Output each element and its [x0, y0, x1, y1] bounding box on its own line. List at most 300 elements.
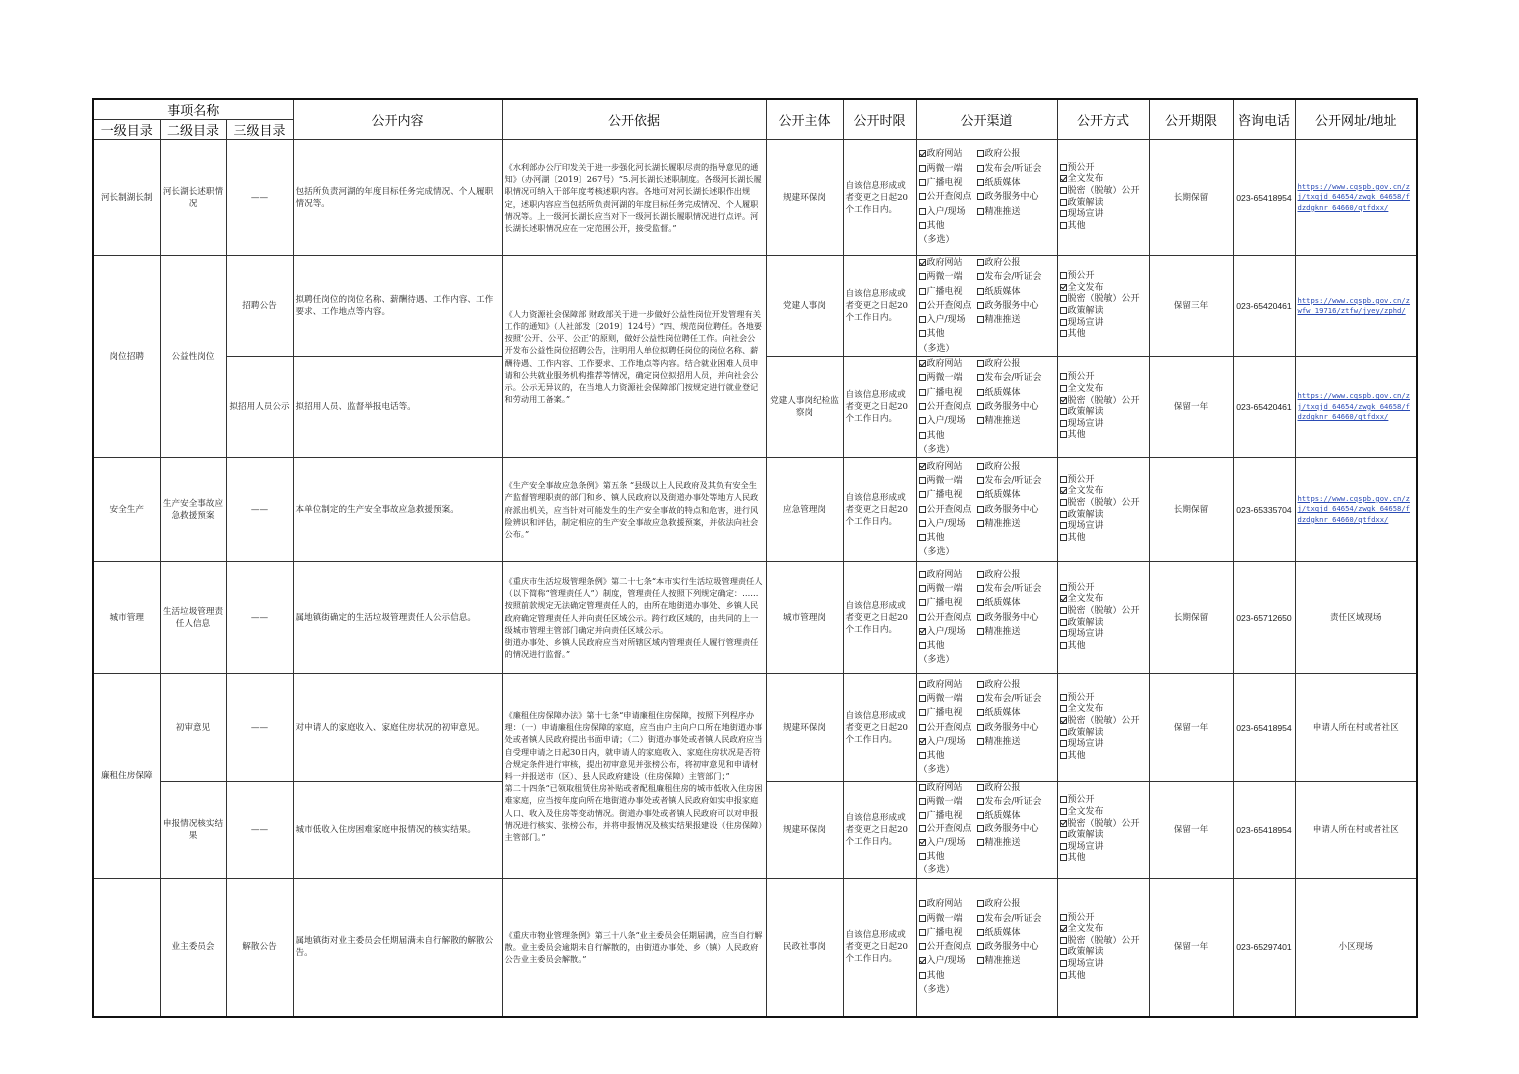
checkbox-desensitized: [1060, 820, 1067, 827]
subject-cell: 应急管理岗: [766, 458, 843, 562]
checkbox-label: 精准推送: [984, 736, 1021, 747]
checkbox-preview: [1060, 914, 1067, 921]
checkbox-gov_board: [977, 259, 984, 266]
checkbox-service_center: [977, 193, 984, 200]
checkbox-label: 精准推送: [984, 626, 1021, 637]
table-row: [93, 140, 1417, 256]
level3-cell: ——: [226, 782, 293, 879]
checkbox-label: 精准推送: [984, 837, 1021, 848]
checkbox-service_center: [977, 724, 984, 731]
checkbox-label: 入户/现场: [926, 626, 966, 637]
checkbox-preview: [1060, 584, 1067, 591]
channel-cell: [916, 879, 1057, 1017]
checkbox-label: 预公开: [1067, 582, 1095, 593]
period-cell: 长期保留: [1149, 140, 1233, 256]
checkbox-label: 纸质媒体: [984, 490, 1021, 501]
level2-cell: 初审意见: [160, 674, 226, 782]
header-method: 公开方式: [1057, 99, 1149, 140]
checkbox-label: 发布会/听证会: [984, 373, 1042, 384]
checkbox-press: [977, 273, 984, 280]
checkbox-label: 预公开: [1067, 795, 1095, 806]
checkbox-label: 现场宣讲: [1067, 958, 1104, 969]
phone-cell: 023-65297401: [1233, 879, 1295, 1017]
level1-cell: 河长制湖长制: [93, 140, 160, 256]
checkbox-label: 预公开: [1067, 692, 1095, 703]
checkbox-label: 两微一端: [926, 373, 963, 384]
basis-cell: 《水利部办公厅印发关于进一步强化河长湖长履职尽责的指导意见的通知》（办河湖〔2019〕267号）“5.河长湖长述职制度。各级河长湖长履职情况可纳入干部年度考核述职内容。各地可对河长湖长述职作出规定，述职内容应当包括所负责河湖的年度目标任务完成情况、个人履职情况等。上一级河长湖长应当对下一级河长湖长履职情况进行点评。河长湖长述职情况应在一定范围公开，接受监督。”: [502, 140, 766, 256]
content-cell: 拟招用人员、监督举报电话等。: [293, 357, 502, 458]
channel-cell: [916, 458, 1057, 562]
checkbox-label: 公开查阅点: [926, 612, 972, 623]
checkbox-label: 其他: [926, 220, 945, 231]
checkbox-label: 其他: [1067, 430, 1086, 441]
checkbox-label: 政府公报: [984, 679, 1021, 690]
time-limit-cell: 自该信息形成或者变更之日起20个工作日内。: [843, 458, 916, 562]
url-link[interactable]: https://www.cqspb.gov.cn/zj/txqjd_64654/zwgk_64658/fdzdgknr_64660/qtfdxx/: [1295, 140, 1417, 256]
checkbox-label: 政务服务中心: [984, 300, 1039, 311]
checkbox-label: 其他: [1067, 329, 1086, 340]
checkbox-onsite: [919, 316, 926, 323]
phone-cell: 023-65420461: [1233, 256, 1295, 357]
checkbox-gov_board: [977, 681, 984, 688]
checkbox-label: 纸质媒体: [984, 178, 1021, 189]
checkbox-preview: [1060, 694, 1067, 701]
checkbox-gov_board: [977, 571, 984, 578]
checkbox-gov_site: [919, 900, 926, 907]
checkbox-broadcast: [919, 491, 926, 498]
level3-cell: 解散公告: [226, 879, 293, 1017]
checkbox-gov_site: [919, 463, 926, 470]
checkbox-label: 政策解读: [1067, 947, 1104, 958]
checkbox-precise: [977, 628, 984, 635]
level1-cell: 安全生产: [93, 458, 160, 562]
checkbox-label: 现场宣讲: [1067, 418, 1104, 429]
checkbox-label: 政府网站: [926, 149, 963, 160]
checkbox-interpret: [1060, 619, 1067, 626]
checkbox-preview: [1060, 373, 1067, 380]
checkbox-gov_site: [919, 784, 926, 791]
checkbox-gov_board: [977, 360, 984, 367]
checkbox-label: 两微一端: [926, 796, 963, 807]
checkbox-label: 纸质媒体: [984, 387, 1021, 398]
checkbox-onsite: [919, 628, 926, 635]
basis-cell: 《生产安全事故应急条例》第五条 “县级以上人民政府及其负有安全生产监督管理职责的部门和乡、镇人民政府以及街道办事处等地方人民政府派出机关，应当针对可能发生的生产安全事故的特点和危害，进行风险辨识和评估，制定相应的生产安全事故应急救援预案，并依法向社会公布。”: [502, 458, 766, 562]
checkbox-press: [977, 695, 984, 702]
checkbox-onsite: [1060, 740, 1067, 747]
checkbox-label: 政府网站: [926, 461, 963, 472]
checkbox-precise: [977, 316, 984, 323]
checkbox-onsite: [1060, 960, 1067, 967]
checkbox-two_one: [919, 273, 926, 280]
content-cell: 城市低收入住房困难家庭申报情况的核实结果。: [293, 782, 502, 879]
checkbox-label: 其他: [1067, 532, 1086, 543]
checkbox-precise: [977, 520, 984, 527]
checkbox-full: [1060, 925, 1067, 932]
level3-cell: ——: [226, 140, 293, 256]
checkbox-onsite: [919, 208, 926, 215]
checkbox-label: 其他: [926, 851, 945, 862]
checkbox-public_spot: [919, 825, 926, 832]
content-cell: 对申请人的家庭收入、家庭住房状况的初审意见。: [293, 674, 502, 782]
checkbox-label: 现场宣讲: [1067, 317, 1104, 328]
checkbox-paper: [977, 599, 984, 606]
checkbox-label: 政策解读: [1067, 197, 1104, 208]
checkbox-two_one: [919, 165, 926, 172]
checkbox-label: 政务服务中心: [984, 401, 1039, 412]
header-level2: 二级目录: [160, 120, 226, 140]
checkbox-onsite: [919, 957, 926, 964]
level1-cell: 廉租住房保障: [93, 674, 160, 879]
checkbox-label: 政府网站: [926, 783, 963, 794]
checkbox-two_one: [919, 585, 926, 592]
checkbox-label: 政务服务中心: [984, 722, 1039, 733]
checkbox-other: [919, 330, 926, 337]
checkbox-label: 政策解读: [1067, 617, 1104, 628]
checkbox-label: 其他: [1067, 750, 1086, 761]
checkbox-other: [919, 642, 926, 649]
checkbox-label: 政务服务中心: [984, 192, 1039, 203]
checkbox-other: [1060, 854, 1067, 861]
checkbox-label: 其他: [926, 751, 945, 762]
checkbox-label: 脱密（脱敏）公开: [1067, 606, 1140, 617]
level3-cell: ——: [226, 674, 293, 782]
checkbox-other: [919, 222, 926, 229]
checkbox-service_center: [977, 614, 984, 621]
checkbox-label: 脱密（脱敏）公开: [1067, 294, 1140, 305]
checkbox-gov_board: [977, 900, 984, 907]
checkbox-public_spot: [919, 193, 926, 200]
period-cell: 保留一年: [1149, 879, 1233, 1017]
level2-cell: 河长湖长述职情况: [160, 140, 226, 256]
checkbox-label: 纸质媒体: [984, 286, 1021, 297]
header-time-limit: 公开时限: [843, 99, 916, 140]
checkbox-paper: [977, 491, 984, 498]
checkbox-label: 入户/现场: [926, 416, 966, 427]
checkbox-label: 预公开: [1067, 474, 1095, 485]
multi-select-note: （多选）: [918, 343, 955, 354]
table-row: [93, 674, 1417, 782]
checkbox-label: 全文发布: [1067, 282, 1104, 293]
checkbox-interpret: [1060, 511, 1067, 518]
method-cell: [1057, 357, 1149, 458]
checkbox-full: [1060, 284, 1067, 291]
checkbox-label: 两微一端: [926, 693, 963, 704]
time-limit-cell: 自该信息形成或者变更之日起20个工作日内。: [843, 562, 916, 674]
address-cell: 申请人所在村或者社区: [1295, 782, 1417, 879]
period-cell: 长期保留: [1149, 458, 1233, 562]
time-limit-cell: 自该信息形成或者变更之日起20个工作日内。: [843, 357, 916, 458]
checkbox-other: [1060, 752, 1067, 759]
checkbox-label: 政府公报: [984, 783, 1021, 794]
checkbox-label: 预公开: [1067, 271, 1095, 282]
content-cell: 拟聘任岗位的岗位名称、薪酬待遇、工作内容、工作要求、工作地点等内容。: [293, 256, 502, 357]
checkbox-label: 广播电视: [926, 810, 963, 821]
checkbox-label: 政府公报: [984, 569, 1021, 580]
checkbox-full: [1060, 705, 1067, 712]
checkbox-label: 政府网站: [926, 899, 963, 910]
subject-cell: 民政社事岗: [766, 879, 843, 1017]
url-link[interactable]: https://www.cqspb.gov.cn/zwfw_19716/ztfw/jyey/zphd/: [1295, 256, 1417, 357]
checkbox-other: [919, 432, 926, 439]
checkbox-onsite: [1060, 420, 1067, 427]
channel-cell: [916, 674, 1057, 782]
phone-cell: 023-65712650: [1233, 562, 1295, 674]
checkbox-preview: [1060, 476, 1067, 483]
checkbox-label: 公开查阅点: [926, 504, 972, 515]
content-cell: 包括所负责河湖的年度目标任务完成情况、个人履职情况等。: [293, 140, 502, 256]
checkbox-public_spot: [919, 403, 926, 410]
channel-cell: [916, 782, 1057, 879]
checkbox-onsite: [919, 738, 926, 745]
checkbox-label: 其他: [926, 329, 945, 340]
checkbox-label: 脱密（脱敏）公开: [1067, 395, 1140, 406]
checkbox-desensitized: [1060, 397, 1067, 404]
checkbox-desensitized: [1060, 607, 1067, 614]
checkbox-interpret: [1060, 729, 1067, 736]
checkbox-preview: [1060, 796, 1067, 803]
checkbox-label: 政策解读: [1067, 727, 1104, 738]
period-cell: 保留一年: [1149, 357, 1233, 458]
checkbox-label: 现场宣讲: [1067, 841, 1104, 852]
checkbox-broadcast: [919, 179, 926, 186]
checkbox-full: [1060, 808, 1067, 815]
multi-select-note: （多选）: [918, 765, 955, 776]
checkbox-label: 政务服务中心: [984, 504, 1039, 515]
checkbox-gov_board: [977, 150, 984, 157]
checkbox-desensitized: [1060, 295, 1067, 302]
checkbox-label: 其他: [926, 970, 945, 981]
period-cell: 保留三年: [1149, 256, 1233, 357]
multi-select-note: （多选）: [918, 655, 955, 666]
checkbox-label: 政务服务中心: [984, 824, 1039, 835]
checkbox-paper: [977, 812, 984, 819]
checkbox-gov_site: [919, 259, 926, 266]
checkbox-full: [1060, 487, 1067, 494]
basis-cell: 《廉租住房保障办法》第十七条“申请廉租住房保障，按照下列程序办理：（一）申请廉租住房保障的家庭，应当由户主向户口所在地街道办事处或者镇人民政府提出书面申请；（二）街道办事处或者镇人民政府应当自受理申请之日起30日内，就申请人的家庭收入、家庭住房状况是否符合规定条件进行审核，提出初审意见并张榜公布，将初审意见和申请材料一并报送市（区）、县人民政府建设（住房保障）主管部门；” 第二十四条“已领取租赁住房补贴或者配租廉租住房的城市低收入住房困难家庭，应当按年度向所在地街道办事处或者镇人民政府如实申报家庭人口、收入及住房等变动情况。街道办事处或者镇人民政府可以对申报情况进行核实、张榜公布，并将申报情况及核实结果报建设（住房保障）主管部门。”: [502, 674, 766, 879]
checkbox-label: 全文发布: [1067, 486, 1104, 497]
table-row: [93, 562, 1417, 674]
checkbox-label: 精准推送: [984, 416, 1021, 427]
checkbox-preview: [1060, 164, 1067, 171]
checkbox-label: 发布会/听证会: [984, 583, 1042, 594]
checkbox-label: 广播电视: [926, 927, 963, 938]
checkbox-public_spot: [919, 724, 926, 731]
checkbox-full: [1060, 175, 1067, 182]
checkbox-service_center: [977, 506, 984, 513]
checkbox-label: 入户/现场: [926, 956, 966, 967]
channel-cell: [916, 562, 1057, 674]
checkbox-label: 公开查阅点: [926, 824, 972, 835]
checkbox-label: 预公开: [1067, 372, 1095, 383]
checkbox-label: 全文发布: [1067, 383, 1104, 394]
checkbox-interpret: [1060, 408, 1067, 415]
checkbox-onsite: [919, 520, 926, 527]
url-link[interactable]: https://www.cqspb.gov.cn/zj/txqjd_64654/zwgk_64658/fdzdgknr_64660/qtfdxx/: [1295, 458, 1417, 562]
checkbox-press: [977, 798, 984, 805]
checkbox-label: 入户/现场: [926, 736, 966, 747]
time-limit-cell: 自该信息形成或者变更之日起20个工作日内。: [843, 879, 916, 1017]
checkbox-label: 预公开: [1067, 162, 1095, 173]
checkbox-service_center: [977, 943, 984, 950]
checkbox-label: 公开查阅点: [926, 942, 972, 953]
checkbox-label: 两微一端: [926, 475, 963, 486]
checkbox-label: 政务服务中心: [984, 942, 1039, 953]
level3-cell: 拟招用人员公示: [226, 357, 293, 458]
checkbox-label: 政府网站: [926, 679, 963, 690]
checkbox-full: [1060, 595, 1067, 602]
channel-cell: [916, 256, 1057, 357]
time-limit-cell: 自该信息形成或者变更之日起20个工作日内。: [843, 140, 916, 256]
checkbox-public_spot: [919, 506, 926, 513]
time-limit-cell: 自该信息形成或者变更之日起20个工作日内。: [843, 674, 916, 782]
header-period: 公开期限: [1149, 99, 1233, 140]
checkbox-onsite: [1060, 522, 1067, 529]
checkbox-other: [1060, 642, 1067, 649]
checkbox-label: 其他: [1067, 220, 1086, 231]
header-channel: 公开渠道: [916, 99, 1057, 140]
checkbox-two_one: [919, 695, 926, 702]
header-level1: 一级目录: [93, 120, 160, 140]
checkbox-broadcast: [919, 812, 926, 819]
checkbox-label: 现场宣讲: [1067, 739, 1104, 750]
checkbox-label: 脱密（脱敏）公开: [1067, 185, 1140, 196]
checkbox-other: [1060, 330, 1067, 337]
checkbox-label: 全文发布: [1067, 174, 1104, 185]
subject-cell: 规建环保岗: [766, 782, 843, 879]
header-phone: 咨询电话: [1233, 99, 1295, 140]
url-link[interactable]: https://www.cqspb.gov.cn/zj/txqjd_64654/zwgk_64658/fdzdgknr_64660/qtfdxx/: [1295, 357, 1417, 458]
checkbox-label: 入户/现场: [926, 206, 966, 217]
checkbox-label: 脱密（脱敏）公开: [1067, 498, 1140, 509]
checkbox-label: 现场宣讲: [1067, 521, 1104, 532]
checkbox-precise: [977, 208, 984, 215]
level1-cell: 城市管理: [93, 562, 160, 674]
checkbox-interpret: [1060, 831, 1067, 838]
method-cell: [1057, 782, 1149, 879]
checkbox-paper: [977, 389, 984, 396]
checkbox-other: [1060, 534, 1067, 541]
checkbox-label: 其他: [1067, 640, 1086, 651]
address-cell: 责任区域现场: [1295, 562, 1417, 674]
checkbox-press: [977, 585, 984, 592]
checkbox-paper: [977, 179, 984, 186]
checkbox-full: [1060, 385, 1067, 392]
checkbox-label: 政府公报: [984, 359, 1021, 370]
checkbox-precise: [977, 957, 984, 964]
checkbox-broadcast: [919, 288, 926, 295]
multi-select-note: （多选）: [918, 985, 955, 996]
checkbox-label: 政策解读: [1067, 830, 1104, 841]
table-row: [93, 458, 1417, 562]
multi-select-note: （多选）: [918, 547, 955, 558]
checkbox-label: 纸质媒体: [984, 708, 1021, 719]
checkbox-label: 预公开: [1067, 912, 1095, 923]
header-subject: 公开主体: [766, 99, 843, 140]
checkbox-two_one: [919, 477, 926, 484]
checkbox-label: 入户/现场: [926, 837, 966, 848]
checkbox-preview: [1060, 272, 1067, 279]
level2-cell: 业主委员会: [160, 879, 226, 1017]
checkbox-label: 全文发布: [1067, 594, 1104, 605]
checkbox-other: [919, 972, 926, 979]
checkbox-paper: [977, 288, 984, 295]
disclosure-table: [92, 98, 1418, 1018]
checkbox-label: 公开查阅点: [926, 192, 972, 203]
checkbox-broadcast: [919, 709, 926, 716]
table-row: [93, 879, 1417, 1017]
checkbox-press: [977, 165, 984, 172]
checkbox-label: 全文发布: [1067, 924, 1104, 935]
checkbox-label: 政府公报: [984, 149, 1021, 160]
checkbox-precise: [977, 417, 984, 424]
level2-cell: 公益性岗位: [160, 256, 226, 458]
checkbox-label: 发布会/听证会: [984, 163, 1042, 174]
checkbox-label: 广播电视: [926, 490, 963, 501]
basis-cell: 《人力资源社会保障部 财政部关于进一步做好公益性岗位开发管理有关工作的通知》（人社部发〔2019〕124号）“四、规范岗位聘任。各地要按照‘公开、公平、公正’的原则，做好公益性岗位聘任工作。向社会公开发布公益性岗位招聘公告，注明用人单位拟聘任岗位的岗位名称、薪酬待遇、工作内容、工作要求、工作地点等内容。结合就业困难人员申请和公共就业服务机构推荐等情况，确定岗位拟招用人员，并向社会公示。公示无异议的，在当地人力资源社会保障部门按规定进行就业登记和劳动用工备案。”: [502, 256, 766, 458]
method-cell: [1057, 674, 1149, 782]
checkbox-label: 脱密（脱敏）公开: [1067, 818, 1140, 829]
checkbox-label: 发布会/听证会: [984, 796, 1042, 807]
channel-cell: [916, 357, 1057, 458]
checkbox-label: 发布会/听证会: [984, 272, 1042, 283]
checkbox-label: 两微一端: [926, 583, 963, 594]
phone-cell: 023-65420461: [1233, 357, 1295, 458]
level1-cell: [93, 879, 160, 1017]
checkbox-label: 政策解读: [1067, 407, 1104, 418]
subject-cell: 城市管理岗: [766, 562, 843, 674]
checkbox-other: [1060, 972, 1067, 979]
checkbox-label: 纸质媒体: [984, 598, 1021, 609]
checkbox-broadcast: [919, 929, 926, 936]
checkbox-gov_site: [919, 681, 926, 688]
basis-cell: 《重庆市生活垃圾管理条例》第二十七条“本市实行生活垃圾管理责任人（以下简称“管理责任人”）制度，管理责任人按照下列规定确定：……按照前款规定无法确定管理责任人的，由所在地街道办事处、乡镇人民政府确定管理责任人并向责任区域公示。跨行政区域的，由共同的上一级城市管理主管部门确定并向责任区域公示。 街道办事处、乡镇人民政府应当对所辖区域内管理责任人履行管理责任的情况进行监督。”: [502, 562, 766, 674]
checkbox-onsite: [919, 417, 926, 424]
checkbox-label: 发布会/听证会: [984, 693, 1042, 704]
subject-cell: 党建人事岗纪检监察岗: [766, 357, 843, 458]
period-cell: 长期保留: [1149, 562, 1233, 674]
level2-cell: 申报情况核实结果: [160, 782, 226, 879]
checkbox-service_center: [977, 825, 984, 832]
checkbox-label: 发布会/听证会: [984, 913, 1042, 924]
content-cell: 本单位制定的生产安全事故应急救援预案。: [293, 458, 502, 562]
multi-select-note: （多选）: [918, 444, 955, 455]
checkbox-label: 现场宣讲: [1067, 629, 1104, 640]
checkbox-press: [977, 477, 984, 484]
checkbox-label: 政府公报: [984, 258, 1021, 268]
subject-cell: 党建人事岗: [766, 256, 843, 357]
level1-cell: 岗位招聘: [93, 256, 160, 458]
checkbox-label: 政府网站: [926, 569, 963, 580]
checkbox-label: 脱密（脱敏）公开: [1067, 935, 1140, 946]
checkbox-label: 广播电视: [926, 178, 963, 189]
content-cell: 属地镇街对业主委员会任期届满未自行解散的解散公告。: [293, 879, 502, 1017]
checkbox-label: 其他: [926, 533, 945, 544]
channel-cell: [916, 140, 1057, 256]
checkbox-press: [977, 374, 984, 381]
checkbox-interpret: [1060, 948, 1067, 955]
checkbox-desensitized: [1060, 717, 1067, 724]
checkbox-label: 纸质媒体: [984, 810, 1021, 821]
checkbox-desensitized: [1060, 499, 1067, 506]
checkbox-label: 入户/现场: [926, 315, 966, 326]
checkbox-label: 其他: [1067, 853, 1086, 864]
checkbox-other: [1060, 222, 1067, 229]
checkbox-label: 其他: [1067, 970, 1086, 981]
time-limit-cell: 自该信息形成或者变更之日起20个工作日内。: [843, 256, 916, 357]
checkbox-precise: [977, 839, 984, 846]
checkbox-two_one: [919, 798, 926, 805]
checkbox-label: 脱密（脱敏）公开: [1067, 716, 1140, 727]
